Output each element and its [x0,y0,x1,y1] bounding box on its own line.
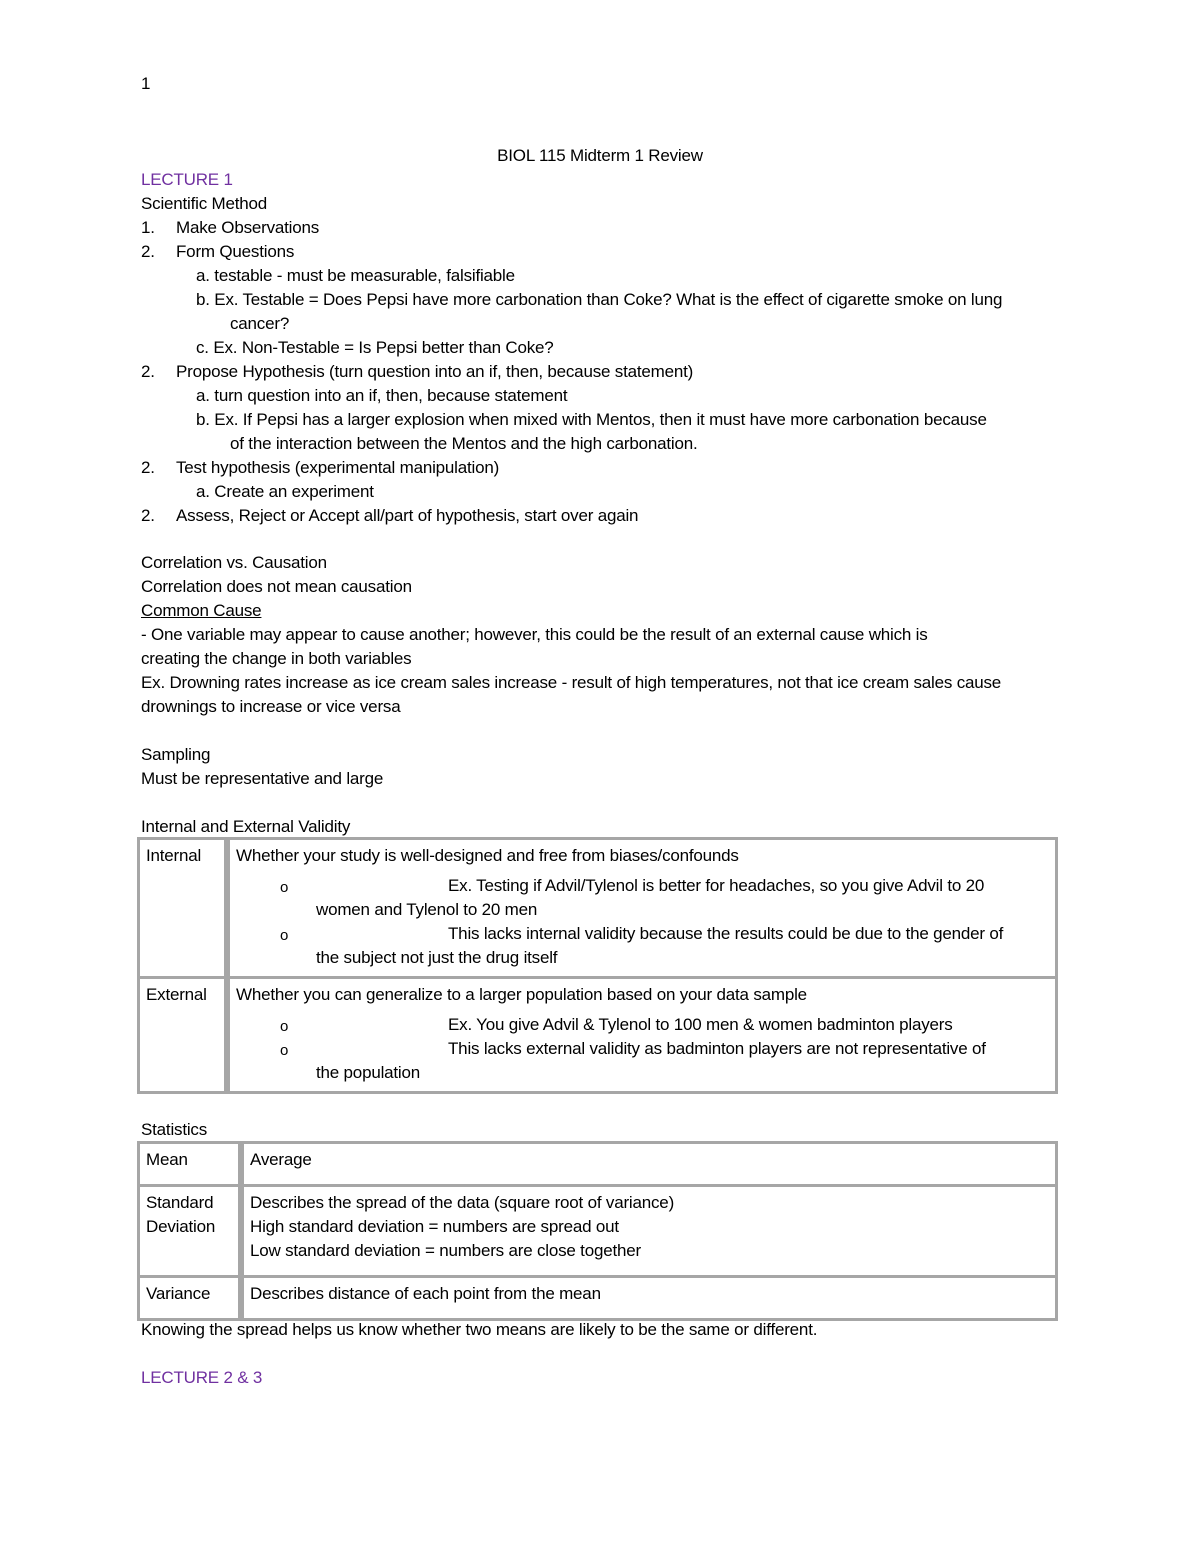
sd-description: Low standard deviation = numbers are close together [250,1241,641,1260]
document-title: BIOL 115 Midterm 1 Review [497,146,703,165]
statistics-table [137,1141,1058,1321]
sub-list-item: b. Ex. Testable = Does Pepsi have more carbonation than Coke? What is the effect of cigarette smoke on lung [196,290,1003,309]
sub-list-item: b. Ex. If Pepsi has a larger explosion when mixed with Mentos, then it must have more carbonation because [196,410,987,429]
external-bullet: This lacks external validity as badminton players are not representative of [448,1039,986,1058]
bullet-icon: o [280,1018,289,1035]
external-bullet: Ex. You give Advil & Tylenol to 100 men & women badminton players [448,1015,953,1034]
internal-bullet: This lacks internal validity because the results could be due to the gender of [448,924,1004,943]
list-number: 2. [141,506,155,525]
table-cell [241,1141,1058,1187]
sd-description: Describes the spread of the data (square root of variance) [250,1193,675,1212]
table-cell [137,1278,241,1321]
statistics-note: Knowing the spread helps us know whether two means are likely to be the same or different. [141,1320,818,1339]
list-number: 2. [141,458,155,477]
validity-table [137,837,1058,1094]
internal-bullet-continuation: women and Tylenol to 20 men [316,900,538,919]
page-number: 1 [141,74,151,93]
mean-label: Mean [146,1150,188,1169]
table-row [137,837,1058,979]
list-number: 1. [141,218,155,237]
table-cell [137,979,227,1094]
correlation-text: Ex. Drowning rates increase as ice cream sales increase - result of high temperatures, not that ice cream sales cause [141,673,1002,692]
table-cell [227,837,1058,979]
table-cell [137,1141,241,1187]
list-number: 2. [141,362,155,381]
sd-description: High standard deviation = numbers are spread out [250,1217,619,1236]
sampling-text: Must be representative and large [141,769,384,788]
mean-description: Average [250,1150,312,1169]
table-row [137,979,1058,1094]
sub-list-item-continuation: of the interaction between the Mentos and the high carbonation. [230,434,698,453]
external-description: Whether you can generalize to a larger population based on your data sample [236,985,807,1004]
lecture-2-heading: LECTURE 2 & 3 [141,1368,263,1387]
list-item: Propose Hypothesis (turn question into an if, then, because statement) [176,362,694,381]
validity-heading: Internal and External Validity [141,817,351,836]
correlation-text: - One variable may appear to cause another; however, this could be the result of an external cause which is [141,625,928,644]
table-row [137,1278,1058,1321]
sub-list-item: a. turn question into an if, then, because statement [196,386,568,405]
correlation-heading: Correlation vs. Causation [141,553,327,572]
table-row [137,1141,1058,1187]
scientific-method-heading: Scientific Method [141,194,268,213]
bullet-icon: o [280,879,289,896]
internal-bullet: Ex. Testing if Advil/Tylenol is better for headaches, so you give Advil to 20 [448,876,985,895]
common-cause-heading: Common Cause [141,601,262,620]
sd-label: Standard [146,1193,214,1212]
list-item: Make Observations [176,218,320,237]
bullet-icon: o [280,927,289,944]
list-item: Test hypothesis (experimental manipulation) [176,458,500,477]
table-cell [137,1187,241,1278]
sd-label: Deviation [146,1217,216,1236]
correlation-text: drownings to increase or vice versa [141,697,401,716]
table-cell [227,979,1058,1094]
sub-list-item: a. Create an experiment [196,482,374,501]
internal-bullet-continuation: the subject not just the drug itself [316,948,558,967]
bullet-icon: o [280,1042,289,1059]
statistics-heading: Statistics [141,1120,208,1139]
table-cell [241,1187,1058,1278]
sub-list-item-continuation: cancer? [230,314,290,333]
internal-description: Whether your study is well-designed and free from biases/confounds [236,846,739,865]
external-bullet-continuation: the population [316,1063,421,1082]
correlation-text: Correlation does not mean causation [141,577,412,596]
lecture-1-heading: LECTURE 1 [141,170,233,189]
variance-description: Describes distance of each point from the mean [250,1284,601,1303]
list-item: Assess, Reject or Accept all/part of hypothesis, start over again [176,506,639,525]
correlation-text: creating the change in both variables [141,649,412,668]
internal-label: Internal [146,846,202,865]
list-item: Form Questions [176,242,295,261]
sub-list-item: a. testable - must be measurable, falsifiable [196,266,515,285]
table-row [137,1187,1058,1278]
sub-list-item: c. Ex. Non-Testable = Is Pepsi better than Coke? [196,338,554,357]
list-number: 2. [141,242,155,261]
sampling-heading: Sampling [141,745,211,764]
variance-label: Variance [146,1284,211,1303]
table-cell [241,1278,1058,1321]
table-cell [137,837,227,979]
external-label: External [146,985,207,1004]
